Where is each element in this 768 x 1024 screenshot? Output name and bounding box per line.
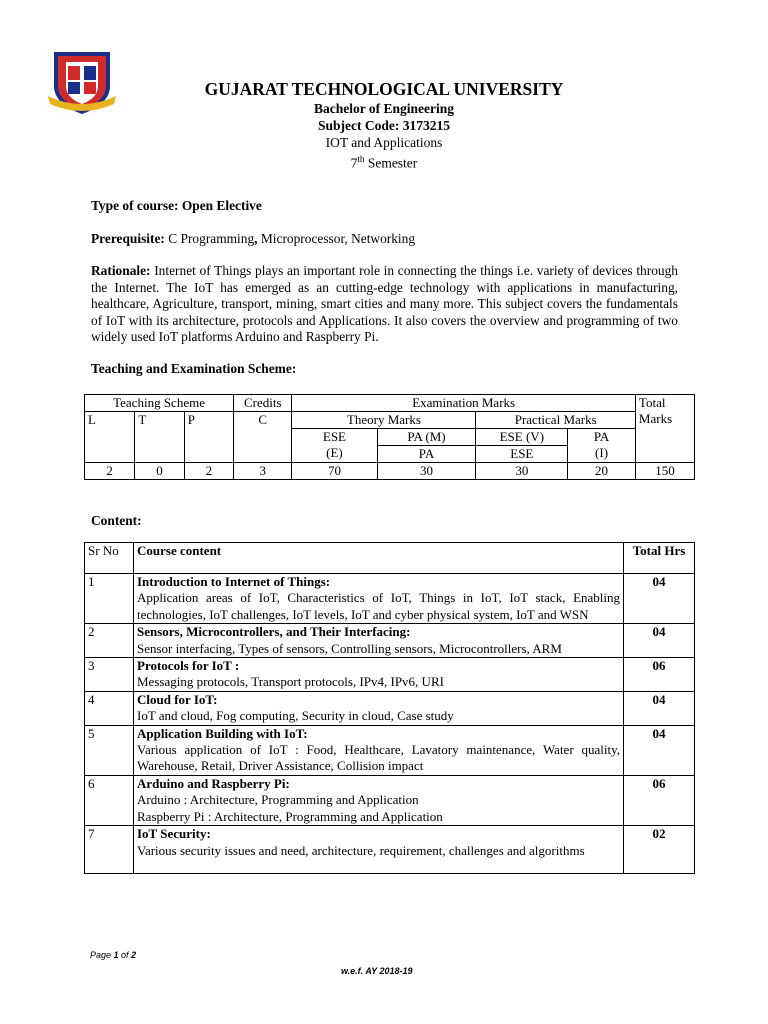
credits-header: Credits (234, 395, 292, 412)
ese-v-header (476, 429, 568, 463)
row-hrs: 06 (624, 658, 695, 692)
scheme-heading: Teaching and Examination Scheme: (91, 361, 297, 376)
rationale-text: Internet of Things plays an important role in connecting the things i.e. variety of devices through the Internet. The IoT has emerged as an cutting-edge technology with applications in manufacturing, healthcare, Agriculture, transport, mining, smart cities and many more. This subject covers the fundamentals of IoT with its architecture, protocols and Applications. It also covers the overview and programming of two widely used IoT platforms Arduino and Raspberry Pi. (91, 263, 678, 345)
row-title: IoT Security: (137, 826, 211, 842)
practical-marks-header: Practical Marks (476, 412, 635, 429)
value-ese-e: 70 (292, 463, 377, 480)
row-desc: Messaging protocols, Transport protocols, IPv4, IPv6, URI (137, 674, 444, 690)
l-header: L (85, 412, 135, 463)
page-prefix: Page (90, 950, 114, 960)
p-header: P (184, 412, 233, 463)
rationale-label: Rationale: (91, 263, 151, 278)
ese-v-label: ESE (V) (476, 429, 567, 446)
value-c: 3 (234, 463, 292, 480)
value-total: 150 (635, 463, 694, 480)
exam-marks-header: Examination Marks (292, 395, 636, 412)
pa-i-header (568, 429, 636, 463)
col-hrs-header: Total Hrs (624, 543, 695, 574)
content-table (84, 542, 695, 874)
c-header: C (234, 412, 292, 463)
total-marks-line-1: Total (638, 395, 666, 410)
row-title: Protocols for IoT : (137, 658, 240, 674)
ese-e-line-2: (E) (326, 445, 343, 460)
rationale (91, 263, 678, 346)
page-number (90, 950, 136, 960)
course-type: Type of course: Open Elective (91, 198, 262, 213)
value-l: 2 (85, 463, 135, 480)
prerequisite-label: Prerequisite: (91, 231, 165, 246)
ese-label: ESE (510, 446, 534, 461)
theory-marks-header: Theory Marks (292, 412, 476, 429)
value-p: 2 (184, 463, 233, 480)
value-pa-i: 20 (568, 463, 636, 480)
semester (150, 151, 618, 172)
page-current: 1 (113, 950, 119, 960)
scheme-table (84, 394, 695, 480)
row-desc: Sensor interfacing, Types of sensors, Controlling sensors, Microcontrollers, ARM (137, 640, 562, 656)
row-sr: 2 (85, 624, 134, 658)
ese-e-line-1: ESE (322, 429, 346, 444)
row-sr: 7 (85, 826, 134, 874)
university-logo (42, 46, 122, 116)
value-ese-v: 30 (476, 463, 568, 480)
row-hrs: 02 (624, 826, 695, 874)
semester-word: Semester (364, 155, 418, 171)
scheme-values-row (85, 463, 695, 480)
row-desc: Arduino : Architecture, Programming and Application (137, 792, 419, 808)
table-row (85, 691, 695, 725)
table-row (85, 725, 695, 775)
teaching-scheme-header: Teaching Scheme (85, 395, 234, 412)
university-name: GUJARAT TECHNOLOGICAL UNIVERSITY (204, 79, 564, 99)
prerequisite (91, 231, 678, 248)
page-total: 2 (131, 950, 137, 960)
t-header: T (135, 412, 184, 463)
row-sr: 1 (85, 574, 134, 624)
pa-i-line-2: (I) (595, 445, 609, 460)
semester-number: 7 (350, 155, 358, 171)
table-row (85, 658, 695, 692)
table-row (85, 826, 695, 874)
row-sr: 3 (85, 658, 134, 692)
row-content (134, 624, 624, 658)
table-row (85, 574, 695, 624)
row-desc: Various security issues and need, architecture, requirement, challenges and algorithms (137, 842, 585, 858)
degree-name: Bachelor of Engineering (314, 101, 454, 116)
wef-note: w.e.f. AY 2018-19 (341, 966, 413, 976)
row-title: Application Building with IoT: (137, 725, 308, 741)
table-row (85, 624, 695, 658)
row-content (134, 775, 624, 825)
prerequisite-comma: , (254, 231, 258, 246)
row-hrs: 04 (624, 691, 695, 725)
row-desc: IoT and cloud, Fog computing, Security in cloud, Case study (137, 708, 454, 724)
row-desc-2: Raspberry Pi : Architecture, Programming and Application (137, 808, 443, 824)
row-hrs: 04 (624, 725, 695, 775)
col-content-header: Course content (134, 543, 624, 574)
row-hrs: 06 (624, 775, 695, 825)
row-desc: Application areas of IoT, Characteristics of IoT, Things in IoT, IoT stack, Enabling technologies, IoT challenges, IoT levels, IoT and cyber physical system, IoT and WSN (137, 590, 620, 622)
row-content (134, 574, 624, 624)
prerequisite-text-2: Microprocessor, Networking (257, 231, 416, 246)
row-desc: Various application of IoT : Food, Healthcare, Lavatory maintenance, Water quality, Warehouse, Retail, Driver Assistance, Collision impact (137, 742, 620, 774)
row-title: Arduino and Raspberry Pi: (137, 775, 290, 791)
row-title: Sensors, Microcontrollers, and Their Interfacing: (137, 624, 411, 640)
value-pa-m: 30 (377, 463, 476, 480)
row-title: Introduction to Internet of Things: (137, 574, 331, 589)
row-sr: 6 (85, 775, 134, 825)
row-content (134, 826, 624, 874)
row-hrs: 04 (624, 574, 695, 624)
content-heading: Content: (91, 513, 142, 528)
col-sr-header: Sr No (85, 543, 134, 574)
row-title: Cloud for IoT: (137, 691, 218, 707)
subject-name: IOT and Applications (325, 135, 443, 150)
prerequisite-text-1: C Programming (164, 231, 255, 246)
row-sr: 4 (85, 691, 134, 725)
row-sr: 5 (85, 725, 134, 775)
row-content (134, 691, 624, 725)
table-row (85, 775, 695, 825)
row-content (134, 725, 624, 775)
pa-label: PA (418, 446, 435, 461)
pa-m-label: PA (M) (378, 429, 476, 446)
subject-code: Subject Code: 3173215 (318, 118, 450, 133)
pa-m-header (377, 429, 476, 463)
semester-suffix: th (357, 154, 365, 164)
document-header (150, 78, 618, 172)
total-marks-line-2: Marks (638, 411, 673, 426)
row-hrs: 04 (624, 624, 695, 658)
page-of: of (118, 950, 132, 960)
ese-e-header (292, 429, 377, 463)
total-marks-header (635, 395, 694, 463)
value-t: 0 (135, 463, 184, 480)
pa-i-line-1: PA (593, 429, 610, 444)
row-content (134, 658, 624, 692)
